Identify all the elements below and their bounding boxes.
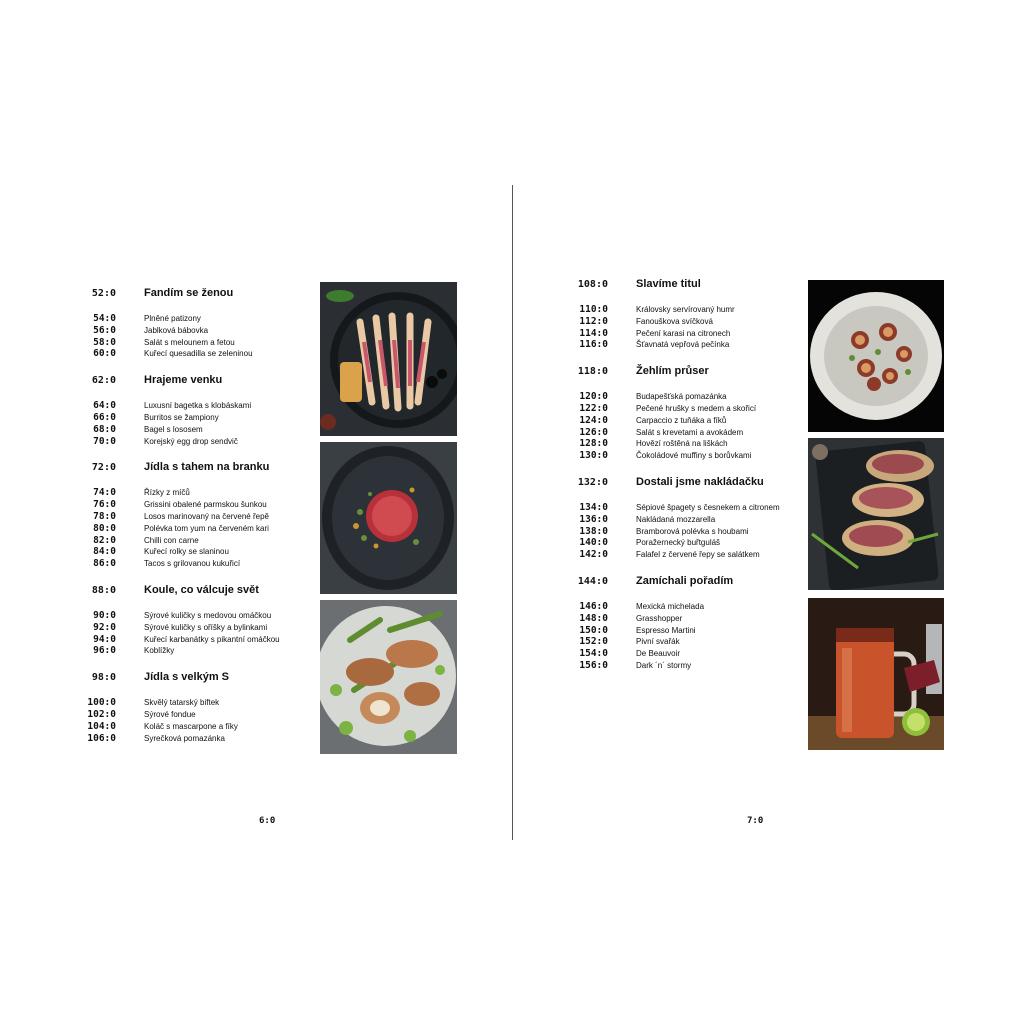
- section-title: Hrajeme venku: [144, 374, 223, 387]
- section-page-number: 108:0: [577, 279, 608, 290]
- photo-asparagus-prosciutto: [320, 282, 457, 436]
- photo-bacon-asparagus-rolls: [320, 600, 457, 754]
- item-page-number: 66:0: [93, 411, 116, 423]
- item-title: Tacos s grilovanou kukuřicí: [144, 559, 241, 569]
- toc-item[interactable]: [568, 636, 780, 648]
- item-title: Salát s krevetami a avokádem: [636, 427, 744, 437]
- item-page-number: 96:0: [93, 645, 116, 657]
- item-page-number: 120:0: [579, 391, 608, 403]
- item-page-number: 78:0: [93, 510, 116, 522]
- section-heading[interactable]: [76, 287, 280, 309]
- item-page-number: 58:0: [93, 336, 116, 348]
- item-title: De Beauvoir: [636, 649, 681, 659]
- item-page-number: 68:0: [93, 423, 116, 435]
- item-page-number: 102:0: [87, 708, 116, 720]
- item-title: Šťavnatá vepřová pečínka: [636, 340, 730, 350]
- toc-item[interactable]: [76, 325, 280, 337]
- toc-item[interactable]: [568, 613, 780, 625]
- toc-item[interactable]: [76, 400, 280, 412]
- item-title: Sépiové špagety s česnekem a citronem: [636, 502, 780, 512]
- item-page-number: 152:0: [579, 636, 608, 648]
- toc-item[interactable]: [568, 601, 780, 613]
- toc-item[interactable]: [76, 487, 280, 499]
- item-page-number: 90:0: [93, 609, 116, 621]
- item-page-number: 136:0: [579, 513, 608, 525]
- toc-item[interactable]: [76, 499, 280, 511]
- item-title: Bagel s lososem: [144, 424, 203, 434]
- item-page-number: 112:0: [579, 315, 608, 327]
- toc-item[interactable]: [76, 535, 280, 547]
- toc-item[interactable]: [76, 523, 280, 535]
- page-number: 6:0: [259, 816, 276, 826]
- item-page-number: 138:0: [579, 525, 608, 537]
- item-title: Sýrové kuličky s medovou omáčkou: [144, 610, 272, 620]
- food-photo-icon: [320, 442, 457, 594]
- toc-section: [568, 476, 780, 575]
- section-heading[interactable]: [568, 278, 780, 300]
- item-title: Luxusní bagetka s klobáskami: [144, 401, 252, 411]
- item-page-number: 80:0: [93, 522, 116, 534]
- item-title: Dark ´n´ stormy: [636, 660, 692, 670]
- item-title: Korejský egg drop sendvič: [144, 436, 238, 446]
- item-title: Plněné patizony: [144, 314, 201, 323]
- item-page-number: 84:0: [93, 546, 116, 558]
- toc-item[interactable]: [76, 558, 280, 570]
- toc-item[interactable]: [568, 328, 780, 340]
- toc-item[interactable]: [568, 526, 780, 538]
- toc-item[interactable]: [568, 304, 780, 316]
- toc-item[interactable]: [568, 660, 780, 672]
- item-title: Sýrové kuličky s oříšky a bylinkami: [144, 622, 268, 632]
- section-heading[interactable]: [76, 374, 280, 396]
- section-title: Jídla s tahem na branku: [144, 461, 270, 474]
- item-page-number: 74:0: [93, 487, 116, 499]
- item-page-number: 126:0: [579, 426, 608, 438]
- item-title: Salát s melounem a fetou: [144, 337, 235, 347]
- item-page-number: 100:0: [87, 697, 116, 709]
- item-title: Jablková bábovka: [144, 325, 209, 335]
- item-page-number: 130:0: [579, 450, 608, 462]
- photo-beef-crostini: [808, 438, 944, 590]
- item-page-number: 134:0: [579, 501, 608, 513]
- food-photo-icon: [320, 282, 457, 436]
- item-title: Kuřecí karbanátky s pikantní omáčkou: [144, 634, 280, 644]
- toc-item[interactable]: [568, 415, 780, 427]
- toc-item[interactable]: [76, 337, 280, 349]
- item-page-number: 86:0: [93, 558, 116, 570]
- toc-item[interactable]: [568, 514, 780, 526]
- item-page-number: 142:0: [579, 549, 608, 561]
- item-title: Pečené hrušky s medem a skořicí: [636, 403, 757, 413]
- food-photo-icon: [808, 280, 944, 432]
- item-title: Budapešťská pomazánka: [636, 392, 727, 402]
- toc-item[interactable]: [568, 450, 780, 462]
- section-title: Zamíchali pořadím: [636, 574, 734, 587]
- section-heading[interactable]: [568, 365, 780, 387]
- item-page-number: 70:0: [93, 435, 116, 447]
- item-title: Čokoládové muffiny s borůvkami: [636, 451, 752, 461]
- toc-item[interactable]: [76, 313, 280, 325]
- section-title: Jídla s velkým S: [144, 671, 229, 684]
- item-title: Nakládaná mozzarella: [636, 514, 716, 524]
- item-title: Koblížky: [144, 646, 175, 656]
- item-title: Fanouškova svíčková: [636, 316, 713, 326]
- toc-item[interactable]: [76, 721, 280, 733]
- item-page-number: 92:0: [93, 621, 116, 633]
- item-page-number: 110:0: [579, 304, 608, 315]
- item-page-number: 114:0: [579, 327, 608, 339]
- section-page-number: 118:0: [577, 366, 608, 378]
- toc-item[interactable]: [568, 438, 780, 450]
- food-photo-icon: [320, 600, 457, 754]
- toc-item[interactable]: [76, 511, 280, 523]
- section-title: Žehlím průser: [636, 365, 709, 378]
- food-photo-icon: [808, 438, 944, 590]
- page-number: 7:0: [747, 816, 764, 826]
- item-title: Polévka tom yum na červeném kari: [144, 523, 269, 533]
- item-page-number: 60:0: [93, 348, 116, 360]
- item-page-number: 76:0: [93, 499, 116, 511]
- section-page-number: 132:0: [577, 476, 608, 488]
- toc-item[interactable]: [568, 502, 780, 514]
- item-title: Poražernecký buřtguláš: [636, 538, 721, 548]
- toc-item[interactable]: [76, 424, 280, 436]
- item-title: Pečení karasi na citronech: [636, 328, 731, 338]
- section-heading[interactable]: [76, 584, 280, 606]
- toc-section: [76, 374, 280, 461]
- toc-item[interactable]: [76, 622, 280, 634]
- item-page-number: 156:0: [579, 659, 608, 671]
- item-title: Chilli con carne: [144, 535, 199, 545]
- item-title: Královsky servírovaný humr: [636, 305, 735, 314]
- left-toc: [76, 287, 280, 744]
- section-page-number: 98:0: [91, 672, 116, 684]
- item-page-number: 154:0: [579, 648, 608, 660]
- toc-section: [568, 365, 780, 476]
- toc-item[interactable]: [568, 391, 780, 403]
- item-title: Kuřecí rolky se slaninou: [144, 547, 229, 557]
- item-page-number: 140:0: [579, 537, 608, 549]
- section-heading[interactable]: [76, 461, 280, 483]
- item-title: Bramborová polévka s houbami: [636, 526, 749, 536]
- item-title: Grasshopper: [636, 613, 683, 623]
- toc-item[interactable]: [76, 645, 280, 657]
- toc-item[interactable]: [568, 403, 780, 415]
- item-title: Losos marinovaný na červené řepě: [144, 511, 269, 521]
- item-title: Kuřecí quesadilla se zeleninou: [144, 349, 253, 359]
- toc-item[interactable]: [568, 549, 780, 561]
- toc-item[interactable]: [568, 339, 780, 351]
- toc-item[interactable]: [76, 348, 280, 360]
- section-title: Dostali jsme nakládačku: [636, 475, 764, 488]
- toc-section: [568, 278, 780, 365]
- item-title: Burritos se žampiony: [144, 412, 219, 422]
- section-page-number: 72:0: [91, 462, 116, 474]
- photo-beef-tartare: [320, 442, 457, 594]
- toc-item[interactable]: [76, 634, 280, 646]
- item-title: Grissini obalené parmskou šunkou: [144, 500, 267, 510]
- toc-item[interactable]: [568, 427, 780, 439]
- item-page-number: 106:0: [87, 732, 116, 744]
- item-page-number: 146:0: [579, 600, 608, 612]
- section-title: Koule, co válcuje svět: [144, 583, 259, 596]
- toc-item[interactable]: [76, 412, 280, 424]
- toc-section: [568, 575, 780, 672]
- toc-section: [76, 671, 280, 744]
- section-page-number: 62:0: [91, 375, 116, 387]
- toc-item[interactable]: [568, 648, 780, 660]
- toc-item[interactable]: [568, 537, 780, 549]
- toc-item[interactable]: [76, 709, 280, 721]
- item-page-number: 64:0: [93, 400, 116, 412]
- item-page-number: 54:0: [93, 313, 116, 324]
- section-page-number: 52:0: [91, 288, 116, 299]
- item-title: Espresso Martini: [636, 625, 696, 635]
- item-page-number: 116:0: [579, 339, 608, 351]
- item-title: Hovězí roštěná na liškách: [636, 439, 728, 449]
- item-page-number: 56:0: [93, 324, 116, 336]
- item-title: Mexická michelada: [636, 601, 705, 611]
- item-page-number: 128:0: [579, 438, 608, 450]
- section-title: Fandím se ženou: [144, 287, 234, 299]
- item-title: Pivní svařák: [636, 637, 680, 647]
- item-page-number: 122:0: [579, 402, 608, 414]
- item-title: Řízky z míčů: [144, 488, 190, 498]
- item-title: Falafel z červené řepy se salátkem: [636, 550, 760, 560]
- section-heading[interactable]: [568, 575, 780, 597]
- toc-item[interactable]: [568, 625, 780, 637]
- toc-item[interactable]: [76, 610, 280, 622]
- item-page-number: 94:0: [93, 633, 116, 645]
- item-page-number: 124:0: [579, 414, 608, 426]
- section-heading[interactable]: [76, 671, 280, 693]
- photo-figs-plate: [808, 280, 944, 432]
- toc-section: [76, 287, 280, 374]
- toc-item[interactable]: [76, 546, 280, 558]
- toc-item[interactable]: [568, 316, 780, 328]
- photo-michelada-mug: [808, 598, 944, 750]
- item-title: Syrečková pomazánka: [144, 733, 225, 743]
- item-title: Skvělý tatarský biftek: [144, 698, 220, 708]
- toc-item[interactable]: [76, 733, 280, 745]
- item-title: Sýrové fondue: [144, 709, 196, 719]
- item-page-number: 82:0: [93, 534, 116, 546]
- right-toc: [568, 278, 780, 672]
- toc-section: [76, 584, 280, 671]
- item-title: Carpaccio z tuňáka a fíků: [636, 415, 727, 425]
- item-page-number: 104:0: [87, 720, 116, 732]
- section-heading[interactable]: [568, 476, 780, 498]
- food-photo-icon: [808, 598, 944, 750]
- item-page-number: 148:0: [579, 612, 608, 624]
- section-title: Slavíme titul: [636, 278, 701, 290]
- item-page-number: 150:0: [579, 624, 608, 636]
- section-page-number: 88:0: [91, 584, 116, 596]
- toc-section: [76, 461, 280, 584]
- toc-item[interactable]: [76, 697, 280, 709]
- item-title: Koláč s mascarpone a fíky: [144, 721, 238, 731]
- toc-item[interactable]: [76, 436, 280, 448]
- section-page-number: 144:0: [577, 575, 608, 587]
- right-page: [512, 0, 1024, 1024]
